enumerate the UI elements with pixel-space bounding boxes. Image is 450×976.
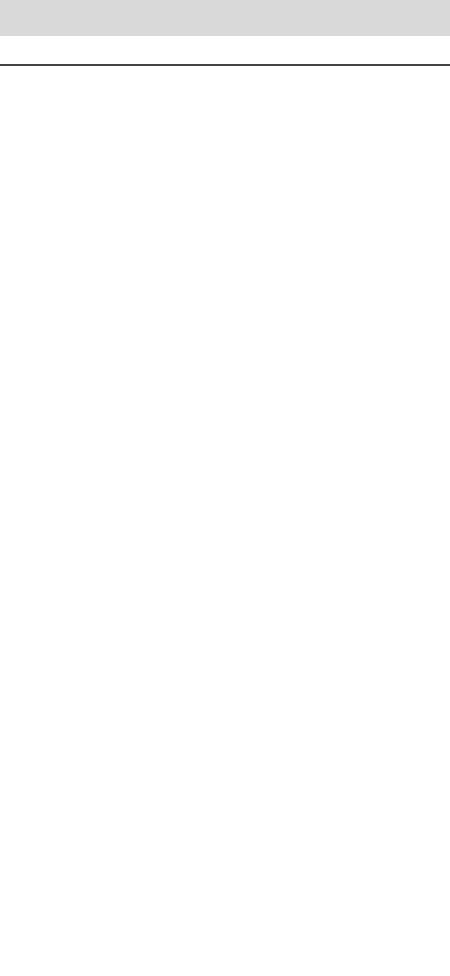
page-title — [0, 0, 450, 36]
section-divider — [0, 64, 450, 66]
group-header — [0, 36, 450, 64]
